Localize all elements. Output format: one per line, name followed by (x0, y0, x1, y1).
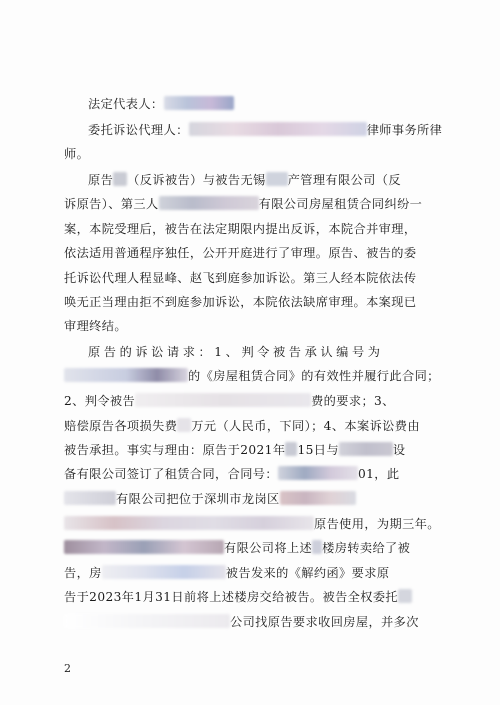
text: 有限公司将上述 (224, 541, 313, 555)
redacted-block (64, 540, 224, 554)
text-line (64, 614, 419, 630)
text: 原告的诉讼请求：1、判令被告承认编号为 (88, 345, 384, 359)
text-line (64, 368, 440, 384)
text: 赔偿原告各项损失费 (64, 419, 178, 433)
text: 诉原告）、第三人 (64, 197, 159, 211)
text-line (64, 589, 412, 605)
redacted-block (102, 565, 226, 579)
agent-line (88, 122, 442, 138)
text: 告，房 (64, 566, 102, 580)
redacted-block (339, 442, 393, 456)
text: 案，本院受理后，被告在法定期限内提出反诉，本院合并审理， (64, 222, 417, 236)
text: 万元（人民币，下同）；4、本案诉讼费由 (191, 419, 420, 433)
text-line (64, 196, 422, 212)
text: 师。 (64, 147, 90, 161)
text: 委托诉讼代理人： (88, 123, 189, 137)
text-line (64, 516, 440, 532)
text: 依法适用普通程序独任，公开开庭进行了审理。原告、被告的委 (64, 246, 417, 260)
text-line (64, 221, 416, 237)
redacted-block (159, 196, 259, 210)
redacted-block (113, 172, 127, 186)
text: 告于2023年1月31日前将上述楼房交给被告。被告全权委托 (64, 590, 399, 604)
text: 楼房转卖给了被 (322, 541, 411, 555)
text: 被告承担。事实与理由：原告于2021年 (64, 443, 286, 457)
redacted-block (64, 491, 116, 505)
text-line (64, 146, 89, 162)
text: 备有限公司签订了租赁合同，合同号： (64, 467, 278, 481)
text: 15日与 (297, 443, 339, 457)
text: 2、判令被告 (64, 394, 136, 408)
redacted-block (312, 540, 322, 554)
legal-representative-line (88, 96, 234, 112)
text-line (64, 565, 389, 581)
redacted-block (164, 96, 234, 110)
text: 费的要求；3、 (311, 394, 395, 408)
text-line (64, 466, 399, 482)
text-line (64, 442, 406, 458)
text: 律师事务所律 (366, 123, 443, 137)
redacted-block (177, 418, 191, 432)
redacted-block (280, 491, 356, 505)
page-number: 2 (64, 662, 71, 675)
text-line (64, 540, 410, 556)
text: 的《房屋租赁合同》的有效性并履行此合同； (188, 369, 440, 383)
redacted-block (285, 442, 297, 456)
redacted-block (398, 589, 412, 603)
redacted-block (64, 368, 188, 382)
redacted-block (64, 614, 230, 628)
text-line (88, 344, 384, 360)
text: 审理终结。 (64, 319, 127, 333)
text: 产管理有限公司（反 (287, 173, 401, 187)
text-line (64, 318, 127, 334)
redacted-block (278, 466, 358, 480)
text: 01，此 (358, 467, 400, 481)
text-line (64, 245, 416, 261)
redacted-block (135, 393, 311, 407)
text: 法定代表人： (88, 97, 164, 111)
text-line (88, 172, 401, 188)
text: （反诉被告）与被告无锡 (127, 173, 266, 187)
text: 有限公司房屋租赁合同纠纷一 (258, 197, 423, 211)
redacted-block (189, 122, 367, 136)
text: 原告使用，为期三年。 (314, 517, 440, 531)
text-line (64, 270, 416, 286)
text-line (64, 491, 356, 507)
text: 公司找原告要求收回房屋，并多次 (230, 615, 419, 629)
text: 有限公司把位于深圳市龙岗区 (116, 492, 280, 506)
text: 唤无正当理由拒不到庭参加诉讼，本院依法缺席审理。本案现已 (64, 295, 417, 309)
text: 托诉讼代理人程显峰、赵飞到庭参加诉讼。第三人经本院依法传 (64, 271, 417, 285)
text-line (64, 418, 420, 434)
text: 设 (392, 443, 406, 457)
redacted-block (266, 172, 288, 186)
text-line (64, 393, 395, 409)
redacted-block (64, 516, 314, 530)
text: 被告发来的《解约函》要求原 (225, 566, 390, 580)
text: 原告 (88, 173, 114, 187)
text-line (64, 294, 416, 310)
